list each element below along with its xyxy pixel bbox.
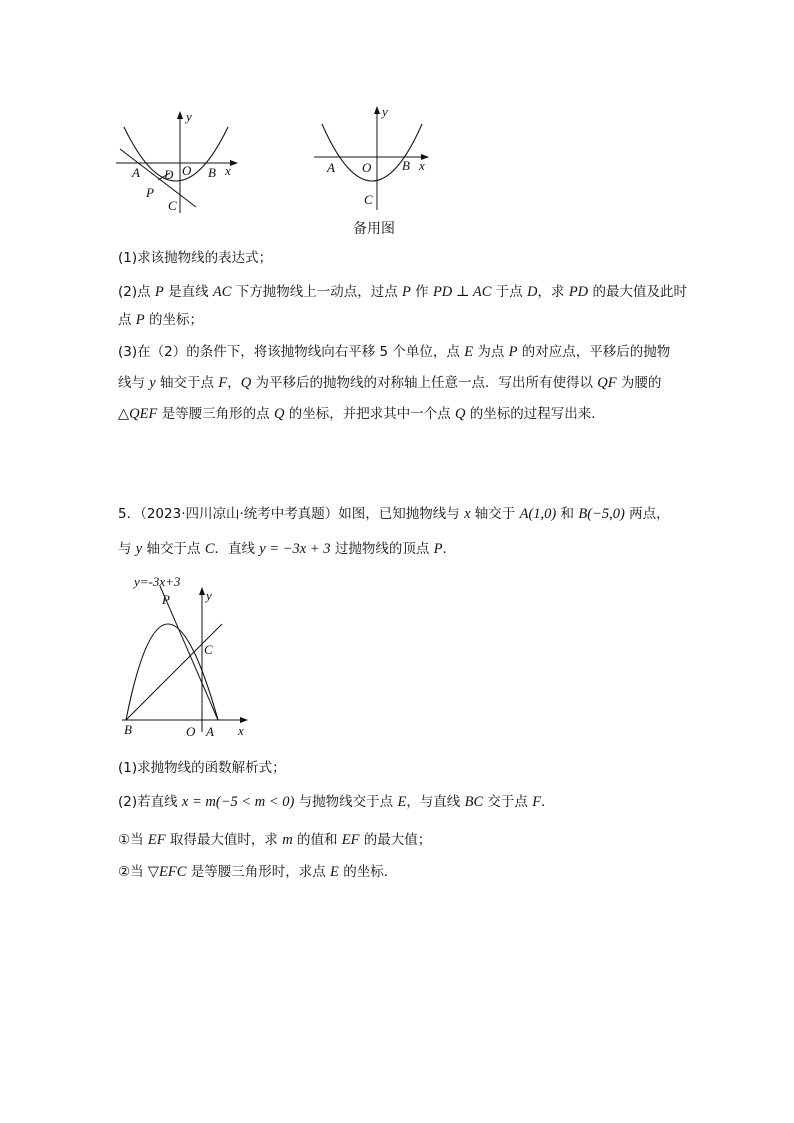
text: 的坐标的过程写出来． bbox=[465, 406, 605, 422]
p5-subquestion-2 bbox=[118, 862, 397, 882]
math-p: P bbox=[402, 284, 411, 300]
math-y: y bbox=[135, 541, 143, 557]
p5-subquestion-1 bbox=[118, 830, 431, 850]
p4-question-2-line-2 bbox=[118, 310, 203, 330]
line-bc bbox=[126, 624, 222, 720]
p4-question-3-line-2 bbox=[118, 373, 661, 393]
text: 的坐标； bbox=[144, 312, 203, 328]
text: (3)在（2）的条件下，将该抛物线向右平移 5 个单位，点 bbox=[118, 344, 465, 360]
text: ．直线 bbox=[214, 541, 260, 557]
math-p: P bbox=[433, 541, 443, 557]
label-a: A bbox=[206, 724, 214, 739]
label-x: x bbox=[419, 158, 425, 173]
y-axis-arrow bbox=[199, 587, 205, 595]
text: ． bbox=[442, 541, 456, 557]
x-axis-arrow bbox=[230, 160, 238, 166]
label-a: A bbox=[327, 160, 335, 175]
math-p: P bbox=[508, 344, 518, 360]
text: 作 bbox=[410, 284, 433, 300]
label-p: P bbox=[162, 592, 170, 607]
math-ef: EF bbox=[341, 832, 360, 848]
figure-1 bbox=[110, 105, 245, 215]
math-ac: AC bbox=[212, 284, 232, 300]
text: ， bbox=[227, 375, 241, 391]
text: (2)点 bbox=[118, 284, 155, 300]
text: 过抛物线的顶点 bbox=[330, 541, 434, 557]
math-e: E bbox=[397, 794, 407, 810]
text: 是等腰三角形的点 bbox=[157, 406, 274, 422]
text: 的最大值及此时 bbox=[588, 284, 687, 300]
text: 取得最大值时，求 bbox=[165, 832, 283, 848]
text: 轴交于 bbox=[470, 506, 520, 522]
p5-question-1: (1)求抛物线的函数解析式； bbox=[118, 760, 286, 776]
y-axis-arrow bbox=[374, 106, 380, 114]
p4-question-3-line-1 bbox=[118, 342, 670, 362]
text: 的对应点，平移后的抛物 bbox=[517, 344, 671, 360]
label-y: y bbox=[186, 109, 192, 124]
math-e: E bbox=[330, 864, 339, 880]
label-b: B bbox=[124, 722, 132, 737]
text: 交于点 bbox=[483, 794, 533, 810]
text: 于点 bbox=[491, 284, 528, 300]
p4-question-2-line-1 bbox=[118, 282, 687, 302]
label-y: y bbox=[206, 588, 212, 603]
math-pd-perp-ac: PD ⊥ AC bbox=[432, 284, 492, 300]
label-b: B bbox=[208, 165, 216, 180]
label-c: C bbox=[364, 192, 373, 207]
math-q: Q bbox=[455, 406, 466, 422]
p4-question-1: (1)求该抛物线的表达式； bbox=[118, 250, 273, 266]
math-d: D bbox=[527, 284, 538, 300]
math-p: P bbox=[135, 312, 145, 328]
math-e: E bbox=[464, 344, 474, 360]
math-y: y bbox=[149, 375, 156, 391]
label-c: C bbox=[168, 198, 177, 213]
text: 为腰的 bbox=[616, 375, 662, 391]
text: 的坐标． bbox=[338, 864, 398, 880]
p5-stem-line-2 bbox=[118, 539, 456, 559]
text: 下方抛物线上一动点，过点 bbox=[231, 284, 402, 300]
label-o: O bbox=[186, 724, 196, 739]
math-x: x bbox=[464, 506, 471, 522]
text: 的最大值； bbox=[359, 832, 432, 848]
text: 两点， bbox=[624, 506, 670, 522]
text: (2)若直线 bbox=[118, 794, 182, 810]
text: 与 bbox=[118, 541, 136, 557]
math-triangle-efc: ▽EFC bbox=[147, 864, 187, 880]
math-c: C bbox=[204, 541, 215, 557]
text: ，与直线 bbox=[406, 794, 465, 810]
text: 点 bbox=[118, 312, 136, 328]
figure-2 bbox=[310, 100, 440, 212]
text: ，求 bbox=[537, 284, 569, 300]
math-point-a: A(1,0) bbox=[519, 506, 557, 522]
y-axis-arrow bbox=[177, 111, 183, 119]
text: 是等腰三角形时，求点 bbox=[186, 864, 331, 880]
math-f: F bbox=[532, 794, 542, 810]
text: 轴交于点 bbox=[155, 375, 219, 391]
math-p: P bbox=[154, 284, 164, 300]
math-pd: PD bbox=[568, 284, 589, 300]
label-y: y bbox=[382, 104, 388, 119]
label-o: O bbox=[362, 160, 372, 175]
text: 线与 bbox=[118, 375, 150, 391]
math-q: Q bbox=[273, 406, 285, 422]
p4-question-3-line-3 bbox=[118, 404, 605, 424]
text: 的坐标，并把求其中一个点 bbox=[284, 406, 456, 422]
label-x: x bbox=[238, 723, 244, 738]
text: 的值和 bbox=[292, 832, 342, 848]
math-triangle-qef: △QEF bbox=[118, 406, 158, 422]
figure-2-caption: 备用图 bbox=[353, 221, 395, 237]
label-d: D bbox=[164, 167, 174, 182]
math-q: Q bbox=[240, 375, 252, 391]
text: ． bbox=[541, 794, 555, 810]
math-m: m bbox=[282, 832, 293, 848]
label-b: B bbox=[402, 158, 410, 173]
figure-1-svg bbox=[110, 105, 245, 215]
math-ef: EF bbox=[147, 832, 166, 848]
p5-stem-line-1 bbox=[118, 504, 670, 524]
label-o: O bbox=[182, 163, 192, 178]
label-line-equation: y=-3x+3 bbox=[134, 574, 181, 589]
text: 5．（2023·四川凉山·统考中考真题）如图，已知抛物线与 bbox=[118, 506, 465, 522]
figure-3-svg bbox=[118, 570, 258, 740]
text: 为点 bbox=[473, 344, 509, 360]
math-x-equals-m: x = m(−5 < m < 0) bbox=[181, 794, 295, 810]
figure-3 bbox=[118, 570, 258, 740]
math-bc: BC bbox=[464, 794, 484, 810]
label-p: P bbox=[146, 185, 154, 200]
text: 为平移后的抛物线的对称轴上任意一点．写出所有使得以 bbox=[251, 375, 598, 391]
text: ②当 bbox=[118, 864, 148, 880]
text: 轴交于点 bbox=[142, 541, 205, 557]
math-f: F bbox=[218, 375, 228, 391]
label-x: x bbox=[225, 163, 231, 178]
text: 与抛物线交于点 bbox=[294, 794, 398, 810]
label-a: A bbox=[132, 165, 140, 180]
text: 和 bbox=[556, 506, 579, 522]
text: ①当 bbox=[118, 832, 148, 848]
math-point-b: B(−5,0) bbox=[578, 506, 625, 522]
figure-2-svg bbox=[310, 100, 440, 212]
math-qf: QF bbox=[597, 375, 617, 391]
math-line-equation: y = −3x + 3 bbox=[259, 541, 331, 557]
p5-question-2 bbox=[118, 792, 555, 812]
label-c: C bbox=[204, 642, 213, 657]
text: 是直线 bbox=[163, 284, 213, 300]
